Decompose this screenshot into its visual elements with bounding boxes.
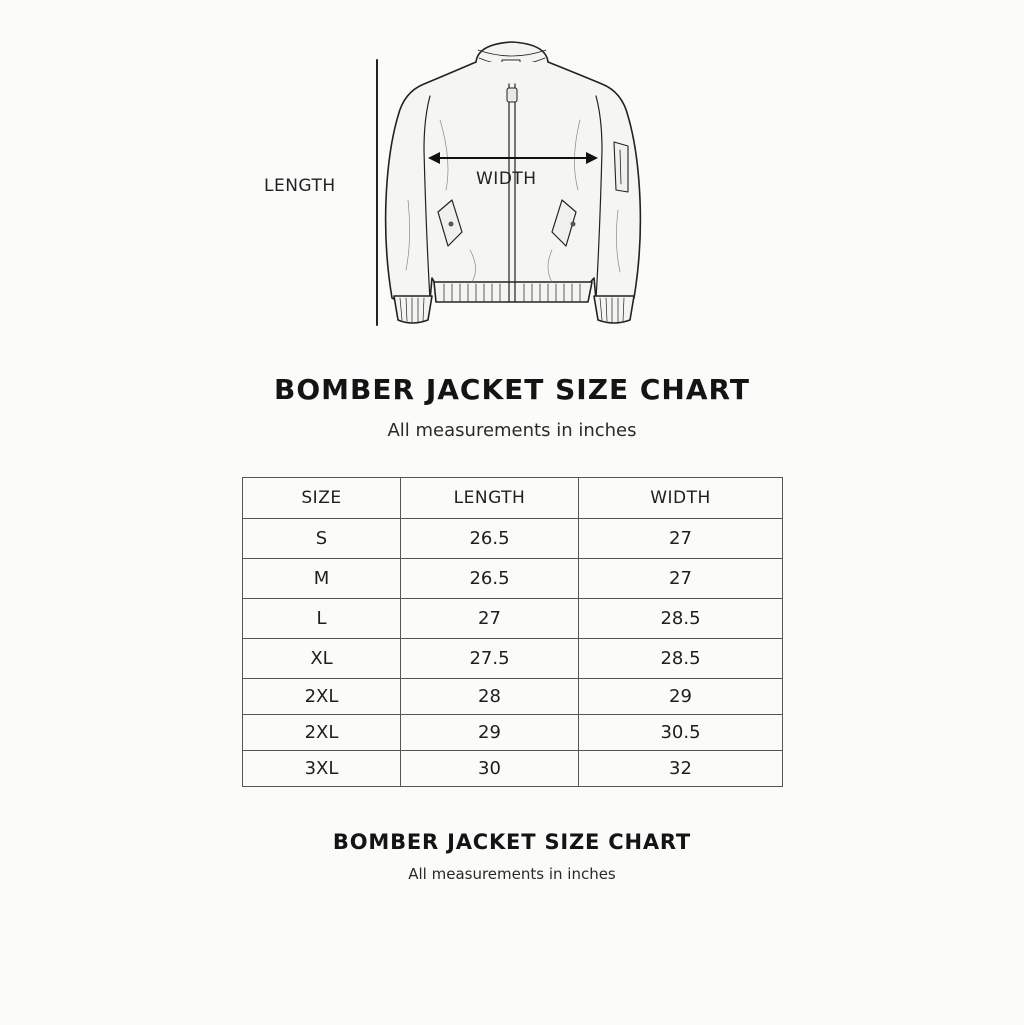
table-row: [243, 639, 783, 679]
length-cell: 30: [401, 751, 579, 787]
width-cell: 27: [579, 519, 783, 559]
length-label: LENGTH: [264, 176, 336, 196]
width-cell: 28.5: [579, 639, 783, 679]
table-row: [243, 715, 783, 751]
table-row: [243, 679, 783, 715]
length-cell: 26.5: [401, 559, 579, 599]
table-row: [243, 599, 783, 639]
size-cell: XL: [243, 639, 401, 679]
size-cell: M: [243, 559, 401, 599]
width-cell: 30.5: [579, 715, 783, 751]
table-row: [243, 751, 783, 787]
size-cell: L: [243, 599, 401, 639]
table-row: [243, 519, 783, 559]
column-header-length: LENGTH: [401, 478, 579, 519]
table-row: [243, 559, 783, 599]
column-header-size: SIZE: [243, 478, 401, 519]
width-cell: 32: [579, 751, 783, 787]
length-cell: 26.5: [401, 519, 579, 559]
length-cell: 27.5: [401, 639, 579, 679]
size-cell: 3XL: [243, 751, 401, 787]
column-header-width: WIDTH: [579, 478, 783, 519]
size-cell: S: [243, 519, 401, 559]
page-subtitle: All measurements in inches: [387, 420, 637, 441]
size-table: [242, 477, 783, 787]
length-cell: 29: [401, 715, 579, 751]
size-cell: 2XL: [243, 679, 401, 715]
table-header-row: [243, 478, 783, 519]
length-cell: 28: [401, 679, 579, 715]
footer-title: BOMBER JACKET SIZE CHART: [332, 830, 692, 854]
width-cell: 27: [579, 559, 783, 599]
width-cell: 29: [579, 679, 783, 715]
width-label: WIDTH: [476, 169, 537, 189]
footer-subtitle: All measurements in inches: [408, 865, 616, 883]
page-title: BOMBER JACKET SIZE CHART: [274, 373, 750, 406]
length-cell: 27: [401, 599, 579, 639]
width-cell: 28.5: [579, 599, 783, 639]
size-cell: 2XL: [243, 715, 401, 751]
